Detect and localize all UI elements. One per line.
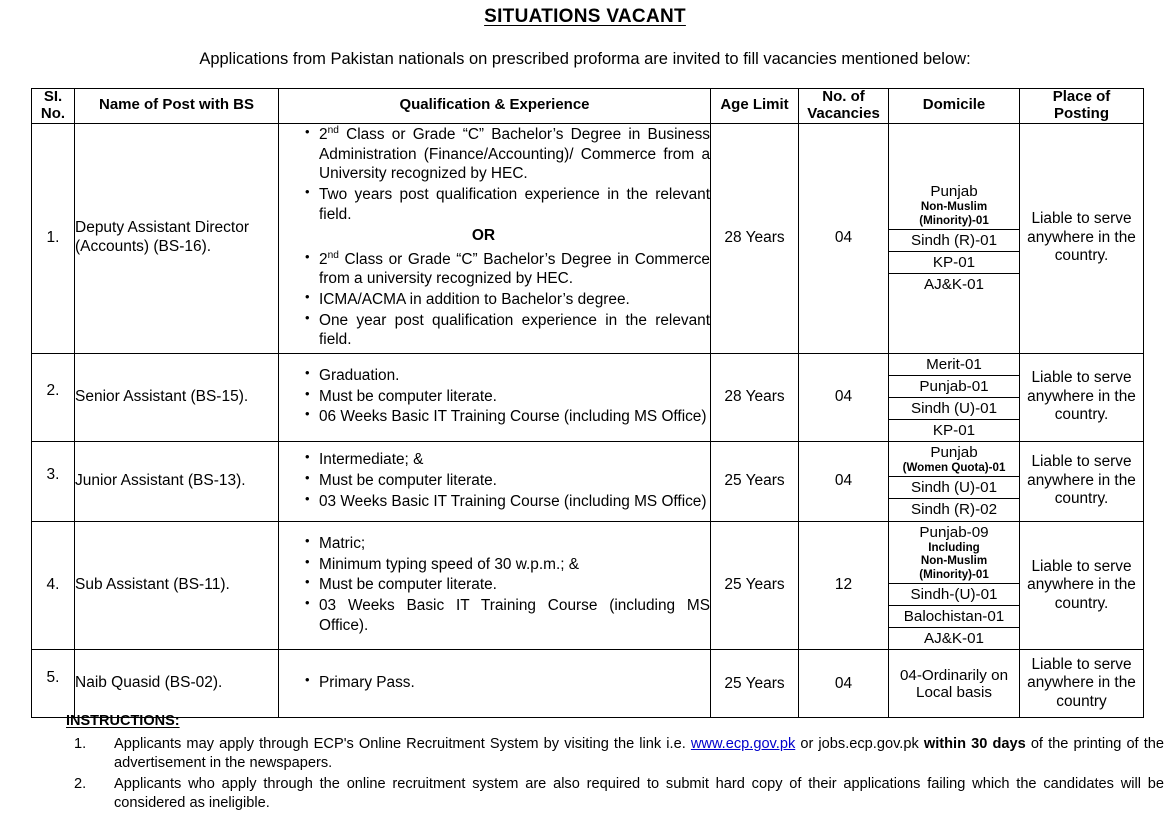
cell-qualification bbox=[279, 123, 711, 353]
column-header-age-limit: Age Limit bbox=[711, 89, 799, 124]
domicile-entry: AJ&K-01 bbox=[924, 630, 984, 648]
table-row bbox=[32, 353, 1144, 441]
domicile-entry: Sindh (U)-01 bbox=[889, 477, 1019, 499]
domicile-row bbox=[889, 375, 1019, 397]
column-header-post: Name of Post with BS bbox=[75, 89, 279, 124]
column-header-qualification: Qualification & Experience bbox=[279, 89, 711, 124]
cell-sl-no: 1. bbox=[32, 123, 75, 353]
cell-age-limit: 25 Years bbox=[711, 441, 799, 521]
domicile-row bbox=[889, 397, 1019, 419]
table-row bbox=[32, 123, 1144, 353]
cell-qualification bbox=[279, 521, 711, 649]
domicile-breakdown bbox=[889, 354, 1019, 441]
cell-domicile bbox=[889, 353, 1020, 441]
table-row bbox=[32, 441, 1144, 521]
list-item: • Must be computer literate. bbox=[305, 387, 710, 407]
domicile-breakdown bbox=[889, 665, 1019, 703]
cell-vacancies: 04 bbox=[799, 123, 889, 353]
qualification-list-a bbox=[279, 125, 710, 225]
list-item: • 06 Weeks Basic IT Training Course (including MS Office) bbox=[305, 407, 710, 427]
domicile-entry: Punjab-09 Including Non-Muslim (Minority)-01 bbox=[889, 522, 1019, 584]
domicile-row bbox=[889, 628, 1019, 650]
list-item: • Graduation. bbox=[305, 366, 710, 386]
instructions-list bbox=[66, 735, 1165, 813]
cell-age-limit: 28 Years bbox=[711, 123, 799, 353]
cell-post-name: Senior Assistant (BS-15). bbox=[75, 353, 279, 441]
domicile-entry: KP-01 bbox=[889, 252, 1019, 274]
domicile-row bbox=[889, 274, 1019, 296]
cell-sl-no: 5. bbox=[32, 650, 75, 718]
domicile-row bbox=[889, 499, 1019, 521]
column-header-domicile: Domicile bbox=[889, 89, 1020, 124]
cell-post-name: Deputy Assistant Director (Accounts) (BS-16). bbox=[75, 123, 279, 353]
cell-place-of-posting: Liable to serve anywhere in the country. bbox=[1020, 441, 1144, 521]
domicile-row bbox=[889, 419, 1019, 441]
qualification-list-b bbox=[279, 250, 710, 351]
instruction-item-2: Applicants who apply through the online recruitment system are also required to submit hard copy of their applications failing which the candidates will be considered as ineligible. bbox=[114, 775, 1164, 811]
instructions-heading: INSTRUCTIONS: bbox=[66, 713, 180, 729]
list-item: • 2nd Class or Grade “C” Bachelor’s Degree in Commerce from a university recognized by HEC. bbox=[305, 250, 710, 289]
cell-domicile bbox=[889, 650, 1020, 718]
page-title: SITUATIONS VACANT bbox=[484, 6, 686, 27]
cell-sl-no: 3. bbox=[32, 441, 75, 521]
domicile-entry: Sindh (R)-02 bbox=[910, 501, 998, 519]
or-separator: OR bbox=[471, 226, 496, 244]
list-item: • Matric; bbox=[305, 534, 710, 554]
domicile-row bbox=[889, 522, 1019, 584]
qualification-list-a bbox=[279, 450, 710, 511]
domicile-breakdown bbox=[889, 522, 1019, 649]
domicile-row bbox=[889, 606, 1019, 628]
domicile-entry: Sindh-(U)-01 bbox=[889, 583, 1019, 605]
cell-vacancies: 04 bbox=[799, 353, 889, 441]
list-item: • Must be computer literate. bbox=[305, 575, 710, 595]
list-item: • Must be computer literate. bbox=[305, 471, 710, 491]
qualification-list-a bbox=[279, 366, 710, 427]
cell-sl-no: 4. bbox=[32, 521, 75, 649]
domicile-row bbox=[889, 252, 1019, 274]
list-item: • 03 Weeks Basic IT Training Course (including MS Office). bbox=[305, 596, 710, 635]
list-item: • Intermediate; & bbox=[305, 450, 710, 470]
column-header-sl-no: SI. No. bbox=[32, 89, 75, 124]
cell-place-of-posting: Liable to serve anywhere in the country. bbox=[1020, 353, 1144, 441]
cell-post-name: Junior Assistant (BS-13). bbox=[75, 441, 279, 521]
cell-domicile bbox=[889, 123, 1020, 353]
qualification-list-a bbox=[279, 673, 710, 693]
column-header-place-of-posting: Place of Posting bbox=[1020, 89, 1144, 124]
domicile-row bbox=[889, 354, 1019, 376]
table-body bbox=[32, 123, 1144, 717]
domicile-breakdown bbox=[889, 181, 1019, 295]
qualification-list-a bbox=[279, 534, 710, 636]
cell-domicile bbox=[889, 441, 1020, 521]
list-item: • Minimum typing speed of 30 w.p.m.; & bbox=[305, 555, 710, 575]
domicile-row bbox=[889, 477, 1019, 499]
cell-qualification bbox=[279, 650, 711, 718]
domicile-entry: Sindh (R)-01 bbox=[889, 230, 1019, 252]
cell-post-name: Sub Assistant (BS-11). bbox=[75, 521, 279, 649]
list-item: • 2nd Class or Grade “C” Bachelor’s Degree in Business Administration (Finance/Accounting)/ Commerce from a University recognized by HEC. bbox=[305, 125, 710, 184]
domicile-row bbox=[889, 230, 1019, 252]
cell-age-limit: 25 Years bbox=[711, 521, 799, 649]
deadline-text: within 30 days bbox=[923, 736, 1026, 752]
domicile-row bbox=[889, 181, 1019, 229]
list-item: • ICMA/ACMA in addition to Bachelor’s degree. bbox=[305, 290, 710, 310]
table-row bbox=[32, 650, 1144, 718]
cell-age-limit: 25 Years bbox=[711, 650, 799, 718]
instruction-item-1: Applicants may apply through ECP's Online Recruitment System by visiting the link i.e. www.ecp.gov.pk or jobs.ecp.gov.pk within 30 days of the printing of the advertisement in the newspapers. bbox=[114, 736, 1165, 771]
cell-place-of-posting: Liable to serve anywhere in the country. bbox=[1020, 123, 1144, 353]
vacancies-table bbox=[31, 88, 1144, 718]
cell-vacancies: 04 bbox=[799, 650, 889, 718]
domicile-entry: Punjab-01 bbox=[889, 375, 1019, 397]
cell-post-name: Naib Quasid (BS-02). bbox=[75, 650, 279, 718]
cell-qualification bbox=[279, 353, 711, 441]
page-subtitle: Applications from Pakistan nationals on prescribed proforma are invited to fill vacancies mentioned below: bbox=[199, 50, 971, 68]
domicile-entry: KP-01 bbox=[932, 421, 976, 439]
cell-qualification bbox=[279, 441, 711, 521]
cell-place-of-posting: Liable to serve anywhere in the country. bbox=[1020, 521, 1144, 649]
column-header-vacancies: No. of Vacancies bbox=[799, 89, 889, 124]
domicile-row bbox=[889, 665, 1019, 703]
list-item: • 03 Weeks Basic IT Training Course (including MS Office) bbox=[305, 492, 710, 512]
table-header-row bbox=[32, 89, 1144, 124]
domicile-entry: Punjab (Women Quota)-01 bbox=[889, 442, 1019, 477]
table-header bbox=[32, 89, 1144, 124]
domicile-entry: Punjab Non-Muslim (Minority)-01 bbox=[889, 181, 1019, 229]
cell-domicile bbox=[889, 521, 1020, 649]
domicile-entry: Balochistan-01 bbox=[889, 606, 1019, 628]
ecp-website-link[interactable]: www.ecp.gov.pk bbox=[690, 736, 796, 752]
domicile-row bbox=[889, 583, 1019, 605]
domicile-breakdown bbox=[889, 442, 1019, 520]
cell-age-limit: 28 Years bbox=[711, 353, 799, 441]
domicile-entry: 04-Ordinarily on Local basis bbox=[899, 666, 1009, 701]
cell-sl-no: 2. bbox=[32, 353, 75, 441]
domicile-row bbox=[889, 442, 1019, 477]
domicile-entry: Sindh (U)-01 bbox=[889, 397, 1019, 419]
list-item: • Primary Pass. bbox=[305, 673, 710, 693]
advertisement-page bbox=[0, 6, 1170, 829]
cell-vacancies: 04 bbox=[799, 441, 889, 521]
cell-place-of-posting: Liable to serve anywhere in the country bbox=[1020, 650, 1144, 718]
cell-vacancies: 12 bbox=[799, 521, 889, 649]
table-row bbox=[32, 521, 1144, 649]
domicile-entry: Merit-01 bbox=[889, 354, 1019, 376]
instructions-section bbox=[66, 713, 1165, 815]
list-item: • One year post qualification experience in the relevant field. bbox=[305, 311, 710, 350]
list-item: • Two years post qualification experience in the relevant field. bbox=[305, 185, 710, 224]
domicile-entry: AJ&K-01 bbox=[924, 276, 984, 294]
